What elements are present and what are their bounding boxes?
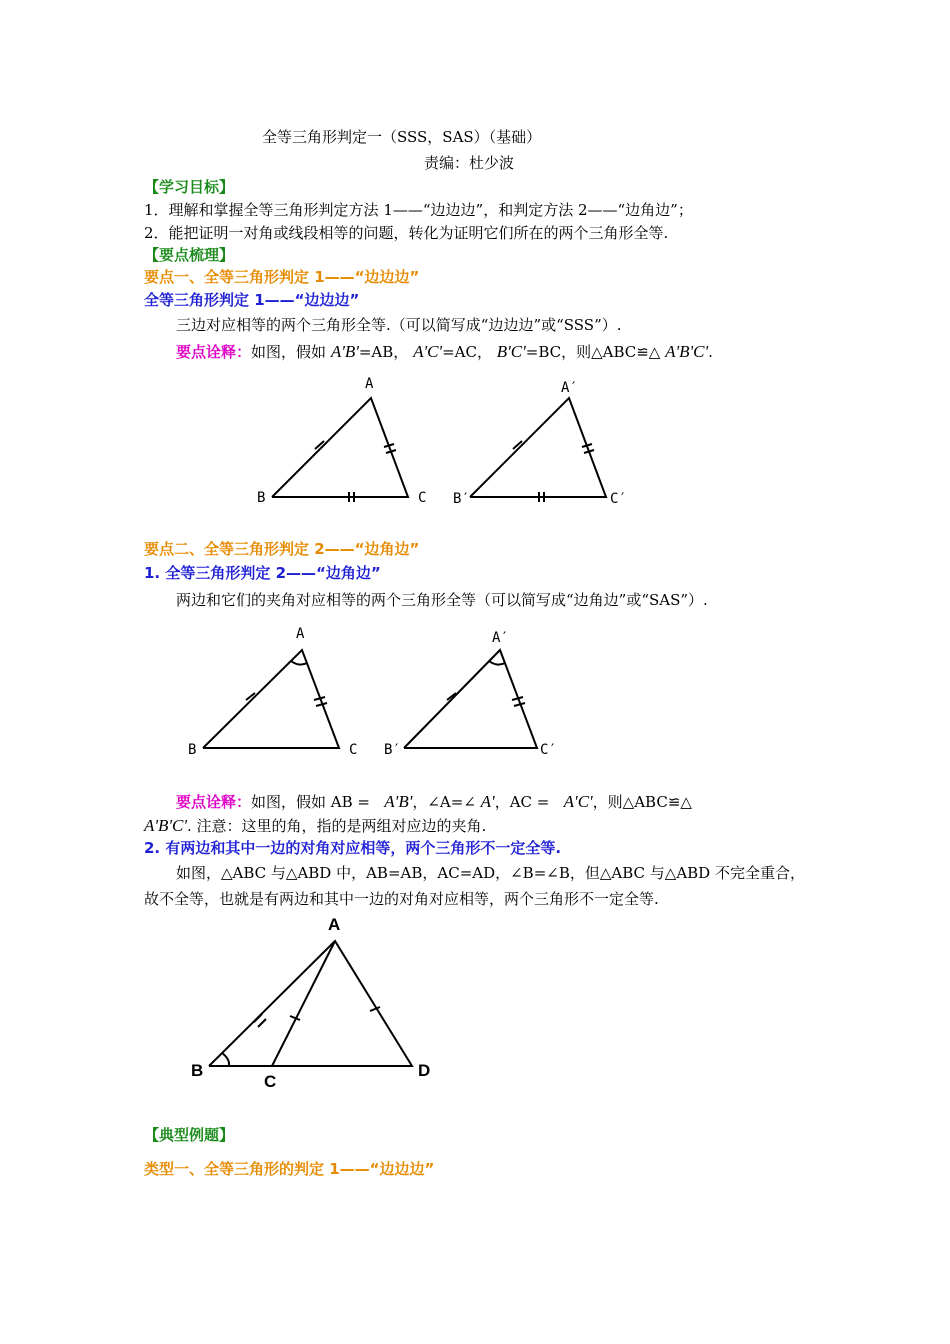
note-text: 如图，假如 AB = <box>251 793 370 811</box>
vertex-label: B <box>191 1061 204 1080</box>
math-expr: A'C' <box>563 792 593 811</box>
math-expr: A'C' <box>413 342 443 361</box>
vertex-label: B <box>257 490 266 506</box>
vertex-label: A <box>365 376 374 392</box>
vertex-label: B′ <box>384 742 401 758</box>
math-expr: A'B' <box>330 342 359 361</box>
vertex-label: C′ <box>540 742 557 758</box>
note-text: =AB， <box>358 343 409 361</box>
objectives-heading: 【学习目标】 <box>144 178 235 196</box>
document-title: 全等三角形判定一（SSS，SAS）（基础） <box>262 128 542 146</box>
editor-credit: 责编：杜少波 <box>424 154 515 172</box>
math-expr: A'B'C' <box>665 342 709 361</box>
keypoints-heading: 【要点梳理】 <box>144 246 235 264</box>
note-label: 要点诠释： <box>176 793 252 811</box>
vertex-label: A′ <box>561 380 578 396</box>
examples-heading: 【典型例题】 <box>144 1126 235 1144</box>
vertex-label: D <box>418 1061 431 1080</box>
note-text: =BC，则△ABC≌△ <box>525 343 661 361</box>
keypoint-2-subtitle-1: 1. 全等三角形判定 2——“边角边” <box>144 564 381 582</box>
keypoint-2-text-1: 两边和它们的夹角对应相等的两个三角形全等（可以简写成“边角边”或“SAS”）. <box>176 591 708 609</box>
math-expr: A' <box>480 792 495 811</box>
keypoint-2-text-2a: 如图，△ABC 与△ABD 中，AB=AB，AC=AD，∠B=∠B，但△ABC 与△ABD 不完全重合， <box>176 864 805 882</box>
note-text: ，则△ABC≌△ <box>592 793 692 811</box>
vertex-label: A <box>296 626 305 642</box>
vertex-label: A′ <box>492 630 509 646</box>
keypoint-2-subtitle-2: 2. 有两边和其中一边的对角对应相等，两个三角形不一定全等. <box>144 839 562 857</box>
keypoint-1-subtitle: 全等三角形判定 1——“边边边” <box>144 291 360 309</box>
vertex-label: C′ <box>610 491 627 507</box>
math-expr: B'C' <box>496 342 526 361</box>
objective-item-2: 2．能把证明一对角或线段相等的问题，转化为证明它们所在的两个三角形全等. <box>144 224 669 242</box>
vertex-label: B <box>188 742 197 758</box>
vertex-label: C <box>418 490 427 506</box>
note-text: . 注意：这里的角，指的是两组对应边的夹角. <box>187 817 487 835</box>
vertex-label: A <box>328 915 341 934</box>
note-text: ，AC = <box>494 793 550 811</box>
keypoint-2-title: 要点二、全等三角形判定 2——“边角边” <box>144 540 420 558</box>
note-text: =AC， <box>442 343 492 361</box>
vertex-label: C <box>264 1072 277 1091</box>
vertex-label: B′ <box>453 491 470 507</box>
note-text: ，∠A=∠ <box>412 793 476 811</box>
keypoint-2-text-2b: 故不全等，也就是有两边和其中一边的对角对应相等，两个三角形不一定全等. <box>144 890 659 908</box>
note-label: 要点诠释： <box>176 343 252 361</box>
keypoint-1-text: 三边对应相等的两个三角形全等.（可以简写成“边边边”或“SSS”）. <box>176 316 622 334</box>
keypoint-1-title: 要点一、全等三角形判定 1——“边边边” <box>144 268 420 286</box>
note-text: 如图，假如 <box>251 343 327 361</box>
note-text: . <box>708 343 713 361</box>
objective-item-1: 1．理解和掌握全等三角形判定方法 1——“边边边”，和判定方法 2——“边角边”； <box>144 201 693 219</box>
vertex-label: C <box>349 742 358 758</box>
example-type-1-title: 类型一、全等三角形的判定 1——“边边边” <box>144 1160 435 1178</box>
math-expr: A'B'C' <box>144 816 188 835</box>
math-expr: A'B' <box>384 792 413 811</box>
